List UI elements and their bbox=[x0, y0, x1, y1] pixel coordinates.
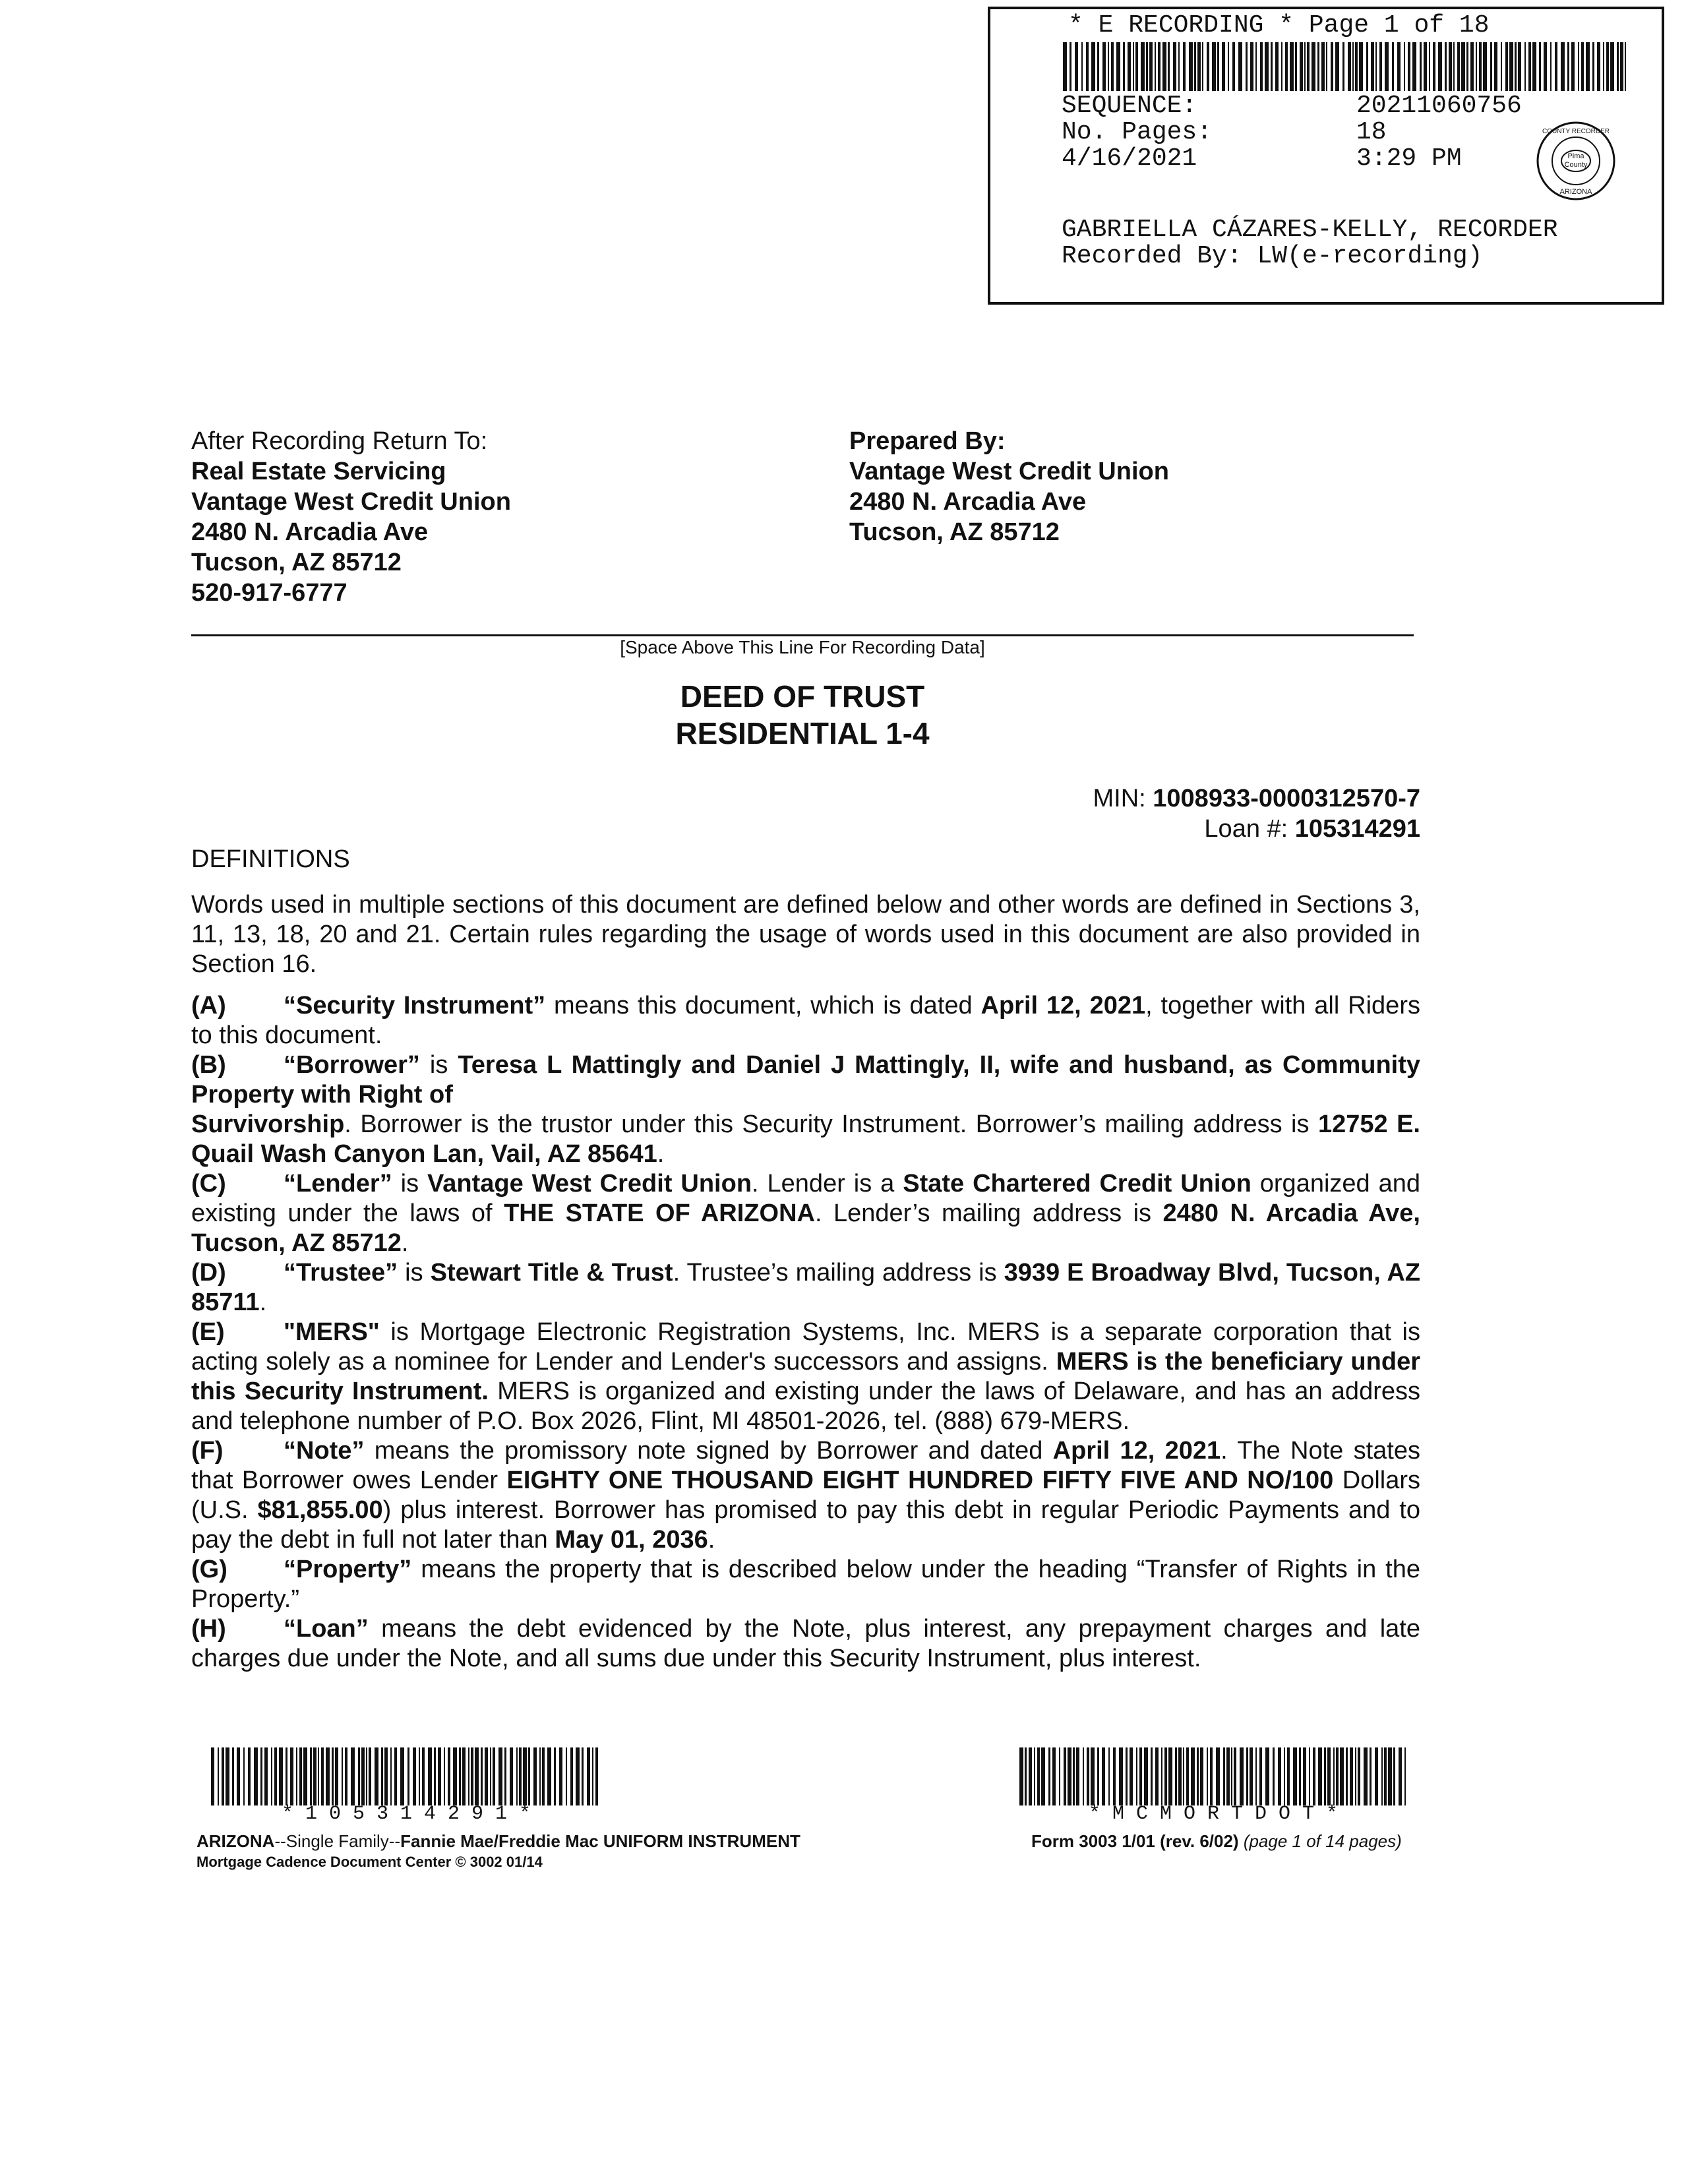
footer-left-line2: Mortgage Cadence Document Center © 3002 01/14 bbox=[196, 1854, 543, 1870]
recorder-name: GABRIELLA CÁZARES-KELLY, RECORDER bbox=[1062, 216, 1558, 244]
loan-identifiers bbox=[923, 783, 1420, 844]
min-value: 1008933-0000312570-7 bbox=[1153, 785, 1420, 812]
document-title: DEED OF TRUST bbox=[680, 679, 925, 713]
recording-time: 3:29 PM bbox=[1356, 144, 1462, 173]
return-to-block bbox=[191, 426, 785, 608]
prepared-by-line: Vantage West Credit Union bbox=[849, 458, 1169, 485]
county-seal-icon bbox=[1535, 120, 1617, 202]
definition-c: (C) “Lender” is Vantage West Credit Union. Lender is a State Chartered Credit Union organized and existing under the laws of THE STATE OF ARIZONA. Lender’s mailing address is 2480 N. Arcadia Ave, Tucson, AZ 85712. bbox=[191, 1170, 1420, 1257]
svg-text:County: County bbox=[1564, 161, 1588, 169]
definition-g: (G) “Property” means the property that is described below under the heading “Transfer of Rights in the Property.” bbox=[191, 1556, 1420, 1613]
loan-barcode bbox=[211, 1747, 600, 1805]
sequence-label: SEQUENCE: bbox=[1062, 92, 1197, 120]
svg-text:COUNTY RECORDER: COUNTY RECORDER bbox=[1542, 128, 1610, 135]
prepared-by-heading: Prepared By: bbox=[849, 427, 1006, 455]
return-to-line: 2480 N. Arcadia Ave bbox=[191, 518, 429, 546]
definitions-heading: DEFINITIONS bbox=[191, 845, 350, 873]
recording-date: 4/16/2021 bbox=[1062, 144, 1197, 173]
prepared-by-line: 2480 N. Arcadia Ave bbox=[849, 488, 1087, 516]
return-to-line: Real Estate Servicing bbox=[191, 458, 446, 485]
footer-left-line1: ARIZONA--Single Family--Fannie Mae/Freddie Mac UNIFORM INSTRUMENT bbox=[196, 1831, 800, 1851]
loan-label: Loan #: bbox=[1204, 815, 1288, 843]
return-to-line: Vantage West Credit Union bbox=[191, 488, 511, 516]
prepared-by-block bbox=[849, 426, 1443, 547]
stamp-barcode bbox=[1063, 42, 1630, 91]
definitions-body bbox=[191, 890, 1420, 1674]
return-to-line: 520-917-6777 bbox=[191, 579, 347, 607]
stamp-header: * E RECORDING * Page 1 of 18 bbox=[1068, 11, 1490, 40]
definitions-intro: Words used in multiple sections of this document are defined below and other words are defined in Sections 3, 11, 13, 18, 20 and 21. Certain rules regarding the usage of words used in this document are also provided in Section 16. bbox=[191, 891, 1420, 978]
definition-b: (B) “Borrower” is Teresa L Mattingly and Daniel J Mattingly, II, wife and husband, as Community Property with Right of Survivorship. Borrower is the trustor under this Security Instrument. Borrower’s mailing address is 12752 E. Quail Wash Canyon Lan, Vail, AZ 85641. bbox=[191, 1051, 1420, 1168]
svg-text:Pima: Pima bbox=[1567, 152, 1584, 160]
loan-value: 105314291 bbox=[1294, 815, 1420, 843]
loan-barcode-text: * 1 0 5 3 1 4 2 9 1 * bbox=[281, 1803, 531, 1825]
min-label: MIN: bbox=[1093, 785, 1146, 812]
prepared-by-line: Tucson, AZ 85712 bbox=[849, 518, 1060, 546]
definition-d: (D) “Trustee” is Stewart Title & Trust. Trustee’s mailing address is 3939 E Broadway Blvd, Tucson, AZ 85711. bbox=[191, 1259, 1420, 1316]
footer-right-line: Form 3003 1/01 (rev. 6/02) (page 1 of 14 pages) bbox=[1031, 1831, 1402, 1851]
definition-e: (E) "MERS" is Mortgage Electronic Registration Systems, Inc. MERS is a separate corporation that is acting solely as a nominee for Lender and Lender's successors and assigns. MERS is the beneficiary under this Security Instrument. MERS is organized and existing under the laws of Delaware, and has an address and telephone number of P.O. Box 2026, Flint, MI 48501-2026, tel. (888) 679-MERS. bbox=[191, 1318, 1420, 1435]
definition-a: (A) “Security Instrument” means this document, which is dated April 12, 2021, together with all Riders to this document. bbox=[191, 992, 1420, 1049]
definition-f: (F) “Note” means the promissory note signed by Borrower and dated April 12, 2021. The Note states that Borrower owes Lender EIGHTY ONE THOUSAND EIGHT HUNDRED FIFTY FIVE AND NO/100 Dollars (U.S. $81,855.00) plus interest. Borrower has promised to pay this debt in regular Periodic Payments and to pay the debt in full not later than May 01, 2036. bbox=[191, 1437, 1420, 1554]
recording-divider bbox=[191, 634, 1414, 636]
form-barcode-text: * M C M O R T D O T * bbox=[1088, 1803, 1339, 1825]
space-above-note: [Space Above This Line For Recording Data] bbox=[620, 637, 985, 657]
pages-value: 18 bbox=[1356, 118, 1387, 146]
document-subtitle: RESIDENTIAL 1-4 bbox=[675, 716, 930, 750]
recorded-by: Recorded By: LW(e-recording) bbox=[1062, 242, 1483, 270]
form-barcode bbox=[1019, 1747, 1408, 1805]
return-to-heading: After Recording Return To: bbox=[191, 427, 488, 455]
definition-h: (H) “Loan” means the debt evidenced by the Note, plus interest, any prepayment charges and late charges due under the Note, and all sums due under this Security Instrument, plus interest. bbox=[191, 1615, 1420, 1672]
sequence-value: 20211060756 bbox=[1356, 92, 1522, 120]
pages-label: No. Pages: bbox=[1062, 118, 1213, 146]
return-to-line: Tucson, AZ 85712 bbox=[191, 549, 402, 576]
svg-text:ARIZONA: ARIZONA bbox=[1559, 188, 1592, 196]
recording-stamp bbox=[988, 7, 1664, 305]
